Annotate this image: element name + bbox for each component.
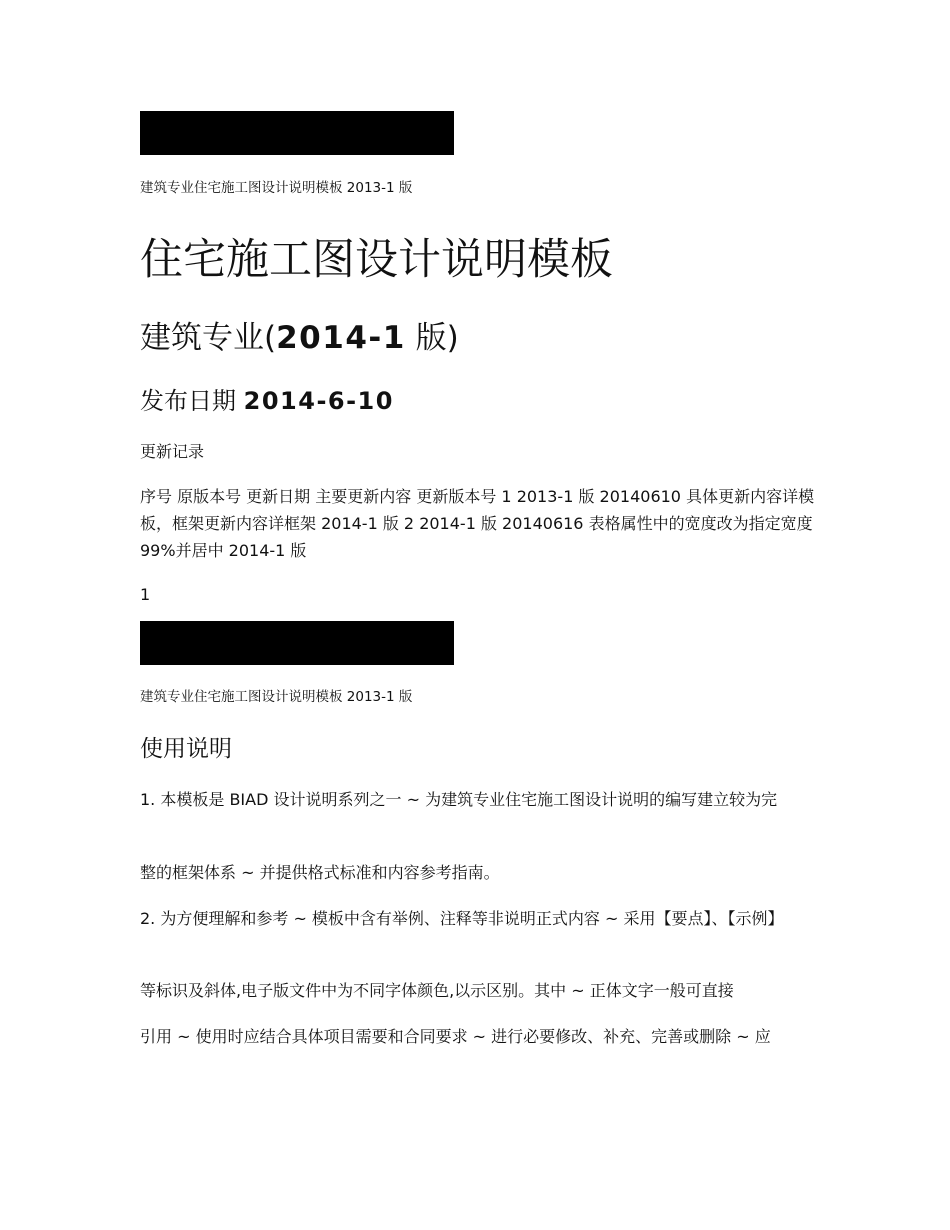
document-title: 住宅施工图设计说明模板 xyxy=(140,235,613,285)
release-date-label: 发布日期 xyxy=(140,387,244,415)
page-header: 建筑专业住宅施工图设计说明模板 2013-1 版 xyxy=(140,180,413,196)
subtitle-suffix: 版) xyxy=(405,320,459,356)
release-date-value: 2014-6-10 xyxy=(243,387,394,415)
update-record-label: 更新记录 xyxy=(140,442,205,461)
paragraph: 引用 ~ 使用时应结合具体项目需要和合同要求 ~ 进行必要修改、补充、完善或删除 ~ 应 xyxy=(140,1027,771,1046)
paragraph: 等标识及斜体,电子版文件中为不同字体颜色,以示区别。其中 ~ 正体文字一般可直接 xyxy=(140,981,734,1000)
redaction-bar xyxy=(140,111,454,155)
section-title: 使用说明 xyxy=(140,736,232,762)
paragraph: 1. 本模板是 BIAD 设计说明系列之一 ~ 为建筑专业住宅施工图设计说明的编写建立较为完 xyxy=(140,790,778,809)
document-subtitle xyxy=(140,318,459,358)
paragraph: 整的框架体系 ~ 并提供格式标准和内容参考指南。 xyxy=(140,863,500,882)
page-header: 建筑专业住宅施工图设计说明模板 2013-1 版 xyxy=(140,689,413,705)
subtitle-prefix: 建筑专业( xyxy=(140,320,277,356)
subtitle-version: 2014-1 xyxy=(276,320,406,356)
redaction-bar xyxy=(140,621,454,665)
paragraph: 2. 为方便理解和参考 ~ 模板中含有举例、注释等非说明正式内容 ~ 采用【要点】、【示例】 xyxy=(140,909,784,928)
page-number: 1 xyxy=(140,585,151,604)
release-date xyxy=(140,385,394,417)
update-record-text: 序号 原版本号 更新日期 主要更新内容 更新版本号 1 2013-1 版 20140610 具体更新内容详模板，框架更新内容详框架 2014-1 版 2 2014-1 版 20140616 表格属性中的宽度改为指定宽度 99%并居中 2014-1 版 xyxy=(140,487,815,560)
